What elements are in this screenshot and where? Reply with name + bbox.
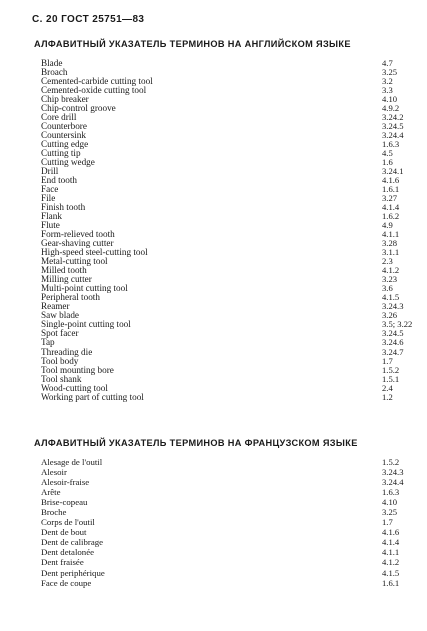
term-clause-number: 1.6: [382, 157, 393, 168]
term-clause-number: 3.2: [382, 76, 393, 87]
term-text: Metal-cutting tool: [41, 256, 108, 267]
term-text: Tool shank: [41, 373, 82, 384]
term-clause-number: 1.2: [382, 391, 393, 402]
term-clause-number: 1.5.2: [382, 364, 400, 375]
term-text: Saw blade: [41, 310, 80, 321]
term-text: Multi-point cutting tool: [41, 283, 128, 294]
term-text: Cemented-oxide cutting tool: [41, 85, 147, 96]
term-clause-number: 4.1.2: [382, 557, 400, 568]
term-row: [41, 131, 411, 140]
term-clause-number: 3.24.1: [382, 166, 404, 177]
term-text: Face: [41, 184, 59, 195]
term-text: Wood-cutting tool: [41, 382, 108, 393]
section-title-english: АЛФАВИТНЫЙ УКАЗАТЕЛЬ ТЕРМИНОВ НА АНГЛИЙСКОМ ЯЗЫКЕ: [34, 39, 351, 49]
term-text: Cemented-carbide cutting tool: [41, 76, 153, 87]
term-clause-number: 3.24.5: [382, 121, 404, 132]
term-clause-number: 1.7: [382, 355, 393, 366]
term-row: [41, 122, 411, 131]
term-clause-number: 3.24.4: [382, 477, 404, 488]
term-text: Cutting tip: [41, 148, 81, 159]
term-list-french: [41, 457, 411, 588]
term-row: [41, 547, 411, 557]
term-text: Alesage de l'outil: [41, 457, 103, 467]
term-clause-number: 1.6.2: [382, 211, 400, 222]
term-row: [41, 557, 411, 567]
term-text: Cutting wedge: [41, 157, 95, 168]
term-row: [41, 578, 411, 588]
term-clause-number: 4.5: [382, 148, 393, 159]
term-text: Tool body: [41, 355, 79, 366]
term-text: Countersink: [41, 130, 86, 141]
term-row: [41, 149, 411, 158]
term-clause-number: 3.24.5: [382, 328, 404, 339]
term-clause-number: 4.1.5: [382, 292, 400, 303]
term-text: File: [41, 193, 56, 204]
term-clause-number: 1.5.1: [382, 373, 400, 384]
term-clause-number: 3.27: [382, 193, 398, 204]
term-text: Gear-shaving cutter: [41, 238, 114, 249]
term-text: Tool mounting bore: [41, 364, 114, 375]
term-row: [41, 393, 411, 402]
term-row: [41, 176, 411, 185]
term-row: [41, 113, 411, 122]
term-clause-number: 3.24.3: [382, 301, 404, 312]
term-clause-number: 3.24.3: [382, 467, 404, 478]
term-clause-number: 4.1.4: [382, 537, 400, 548]
term-clause-number: 4.1.1: [382, 229, 400, 240]
term-row: [41, 59, 411, 68]
term-text: Tap: [41, 337, 55, 348]
term-text: Flank: [41, 211, 62, 222]
term-row: [41, 457, 411, 467]
term-clause-number: 1.5.2: [382, 457, 400, 467]
term-text: Alesoir-fraise: [41, 477, 90, 488]
term-row: [41, 329, 411, 338]
term-list-english: [41, 59, 411, 402]
term-clause-number: 4.1.6: [382, 527, 400, 538]
term-row: [41, 194, 411, 203]
term-row: [41, 338, 411, 347]
term-text: Peripheral tooth: [41, 292, 100, 303]
section-title-french: АЛФАВИТНЫЙ УКАЗАТЕЛЬ ТЕРМИНОВ НА ФРАНЦУЗСКОМ ЯЗЫКЕ: [34, 438, 358, 448]
term-text: Finish tooth: [41, 202, 86, 213]
term-text: Form-relieved tooth: [41, 229, 115, 240]
term-row: [41, 203, 411, 212]
term-clause-number: 4.1.6: [382, 175, 400, 186]
term-row: [41, 104, 411, 113]
term-text: Corps de l'outil: [41, 517, 95, 528]
term-text: Broche: [41, 507, 67, 518]
term-text: Cutting edge: [41, 139, 89, 150]
term-clause-number: 3.24.7: [382, 346, 404, 357]
term-clause-number: 3.5; 3.22: [382, 319, 413, 330]
term-clause-number: 1.6.1: [382, 184, 400, 195]
term-clause-number: 4.10: [382, 497, 398, 508]
term-clause-number: 2.3: [382, 256, 393, 267]
term-clause-number: 3.3: [382, 85, 393, 96]
term-text: Face de coupe: [41, 577, 92, 588]
term-clause-number: 4.1.4: [382, 202, 400, 213]
term-row: [41, 568, 411, 578]
term-row: [41, 467, 411, 477]
term-row: [41, 86, 411, 95]
term-row: [41, 517, 411, 527]
term-text: Brise-copeau: [41, 497, 88, 508]
term-clause-number: 2.4: [382, 382, 393, 393]
term-row: [41, 348, 411, 357]
term-row: [41, 320, 411, 329]
term-clause-number: 3.26: [382, 310, 398, 321]
term-text: Reamer: [41, 301, 70, 312]
term-row: [41, 497, 411, 507]
term-text: Core drill: [41, 112, 77, 123]
term-clause-number: 4.1.2: [382, 265, 400, 276]
term-clause-number: 4.9.2: [382, 103, 400, 114]
term-clause-number: 1.6.3: [382, 487, 400, 498]
term-text: Working part of cutting tool: [41, 391, 144, 402]
term-text: Drill: [41, 166, 59, 177]
term-row: [41, 266, 411, 275]
term-clause-number: 1.6.1: [382, 577, 400, 588]
term-row: [41, 185, 411, 194]
term-row: [41, 140, 411, 149]
term-text: Milling cutter: [41, 274, 92, 285]
term-text: Blade: [41, 58, 63, 68]
term-text: Milled tooth: [41, 265, 87, 276]
term-text: Dent fraisée: [41, 557, 84, 568]
term-text: Counterbore: [41, 121, 87, 132]
term-clause-number: 3.24.4: [382, 130, 404, 141]
page-header: С. 20 ГОСТ 25751—83: [32, 14, 145, 25]
term-clause-number: 3.1.1: [382, 247, 400, 258]
term-clause-number: 1.7: [382, 517, 393, 528]
term-text: Chip-control groove: [41, 103, 116, 114]
term-text: Spot facer: [41, 328, 79, 339]
term-row: [41, 293, 411, 302]
term-text: Threading die: [41, 346, 93, 357]
term-row: [41, 477, 411, 487]
term-text: Dent detalonée: [41, 547, 95, 558]
term-row: [41, 366, 411, 375]
term-text: Dent periphérique: [41, 567, 105, 578]
term-text: Single-point cutting tool: [41, 319, 131, 330]
term-row: [41, 487, 411, 497]
term-clause-number: 4.10: [382, 94, 398, 105]
term-clause-number: 3.25: [382, 67, 398, 78]
term-clause-number: 4.9: [382, 220, 393, 231]
term-text: Broach: [41, 67, 68, 78]
term-clause-number: 3.25: [382, 507, 398, 518]
term-text: Chip breaker: [41, 94, 89, 105]
term-row: [41, 158, 411, 167]
term-row: [41, 257, 411, 266]
term-clause-number: 3.24.2: [382, 112, 404, 123]
term-clause-number: 4.1.5: [382, 567, 400, 578]
term-clause-number: 3.28: [382, 238, 398, 249]
term-row: [41, 302, 411, 311]
term-row: [41, 537, 411, 547]
term-clause-number: 3.23: [382, 274, 398, 285]
term-text: End tooth: [41, 175, 77, 186]
term-text: Dent de calibrage: [41, 537, 104, 548]
term-row: [41, 167, 411, 176]
term-text: Flute: [41, 220, 60, 231]
term-clause-number: 4.1.1: [382, 547, 400, 558]
term-clause-number: 1.6.3: [382, 139, 400, 150]
term-text: Arête: [41, 487, 61, 498]
term-clause-number: 3.6: [382, 283, 393, 294]
term-text: High-speed steel-cutting tool: [41, 247, 148, 258]
term-text: Dent de bout: [41, 527, 87, 538]
term-clause-number: 4.7: [382, 58, 393, 68]
term-clause-number: 3.24.6: [382, 337, 404, 348]
term-row: [41, 212, 411, 221]
term-row: [41, 507, 411, 517]
term-row: [41, 527, 411, 537]
term-text: Alesoir: [41, 467, 67, 478]
